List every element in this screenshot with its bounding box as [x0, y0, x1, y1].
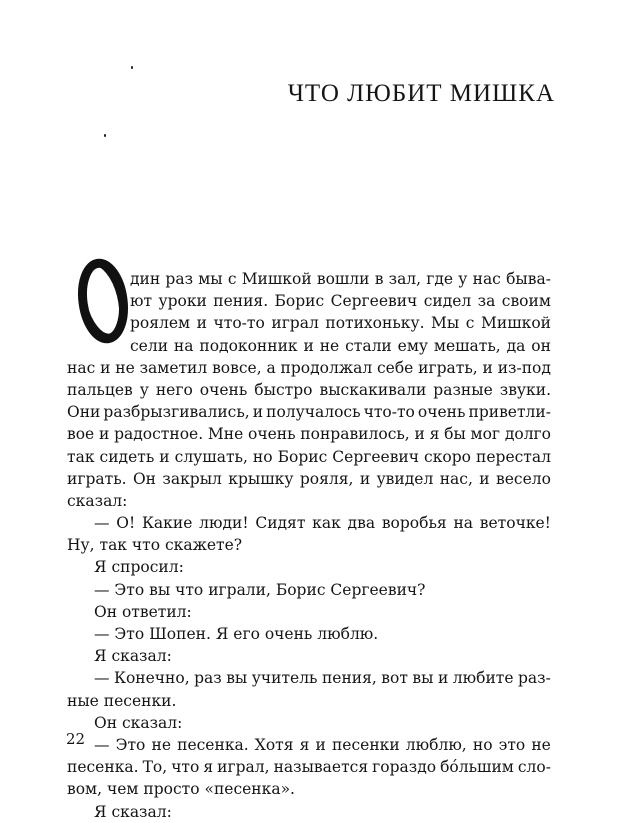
- text-word: приветли-: [468, 403, 551, 422]
- text-word: воробья: [381, 514, 447, 533]
- text-word: звуки.: [499, 380, 551, 399]
- text-word: Сидят: [255, 514, 306, 533]
- text-word: —: [94, 735, 110, 754]
- text-word: и: [315, 735, 326, 754]
- text-word: вошли: [316, 270, 370, 288]
- text-word: на: [173, 336, 194, 355]
- text-word: люди!: [199, 514, 249, 533]
- text-word: выскакивали: [319, 380, 427, 399]
- text-word: скоро: [424, 447, 471, 466]
- text-line: — Это вы что играли, Борис Сергеевич?: [94, 580, 426, 599]
- text-word: не: [115, 358, 135, 377]
- text-word: очень: [199, 380, 248, 399]
- text-word: пальцев: [67, 380, 133, 399]
- text-line: [0, 335, 551, 357]
- text-word: сели: [130, 336, 169, 355]
- text-word: продолжал: [280, 358, 373, 377]
- text-word: и: [100, 358, 111, 377]
- text-word: раз: [165, 270, 194, 288]
- text-word: нас: [67, 358, 96, 377]
- print-speck: [131, 66, 133, 69]
- text-word: дин: [130, 270, 161, 288]
- text-word: и: [159, 447, 170, 466]
- text-word: и: [482, 358, 493, 377]
- text-word: роялем: [130, 314, 191, 333]
- text-word: играл,: [217, 758, 270, 777]
- text-word: Мишкой: [241, 270, 312, 288]
- text-word: вы: [412, 669, 434, 688]
- text-word: Конечно,: [113, 669, 190, 688]
- text-word: нас,: [439, 469, 473, 488]
- text-word: Сергеевич: [332, 447, 420, 466]
- text-word: перестал: [476, 447, 551, 466]
- text-word: у: [139, 380, 149, 399]
- text-word: потихоньку.: [325, 314, 425, 333]
- text-word: пения,: [321, 669, 377, 688]
- text-word: учитель: [251, 669, 318, 688]
- text-word: с: [227, 270, 237, 288]
- text-word: радостное.: [114, 425, 204, 444]
- text-word: у: [458, 270, 468, 288]
- text-word: и: [479, 469, 490, 488]
- text-line: [0, 756, 551, 778]
- text-word: мы: [198, 270, 223, 288]
- text-word: как: [312, 514, 341, 533]
- text-word: Борис: [277, 447, 328, 466]
- text-word: я: [203, 758, 214, 777]
- text-word: вот: [381, 669, 408, 688]
- text-word: Хотя: [254, 735, 294, 754]
- text-word: уроки: [158, 292, 207, 311]
- text-word: раз: [194, 669, 222, 688]
- text-word: понравилось,: [300, 425, 410, 444]
- text-word: разные: [433, 380, 493, 399]
- text-word: быва-: [506, 270, 551, 288]
- text-word: играть.: [67, 469, 127, 488]
- text-line: Я сказал:: [94, 647, 172, 666]
- text-line: [0, 290, 551, 312]
- text-line: [0, 446, 551, 468]
- text-word: разбрызгивались,: [103, 403, 250, 422]
- text-word: крышку: [228, 469, 294, 488]
- text-word: сидел: [423, 292, 472, 311]
- text-word: То,: [142, 758, 168, 777]
- text-word: закрыл: [162, 469, 222, 488]
- text-word: так: [67, 447, 95, 466]
- text-word: играть,: [418, 358, 478, 377]
- text-word: это: [498, 735, 526, 754]
- text-word: ют: [130, 292, 153, 311]
- text-line: [0, 423, 551, 445]
- text-line: [0, 512, 551, 534]
- text-word: и: [98, 425, 110, 444]
- text-line: [0, 468, 551, 490]
- text-word: стали: [345, 336, 392, 355]
- text-line: [0, 401, 551, 423]
- text-word: играл: [271, 314, 319, 333]
- text-word: очень: [248, 425, 296, 444]
- text-word: и: [414, 425, 425, 444]
- text-word: из-под: [497, 358, 551, 377]
- text-line: [0, 357, 551, 379]
- text-word: себе: [376, 358, 414, 377]
- text-word: песенка.: [67, 758, 139, 777]
- text-word: что-то: [213, 314, 265, 333]
- text-word: я: [299, 735, 310, 754]
- text-word: быстро: [254, 380, 313, 399]
- text-word: весело: [496, 469, 551, 488]
- text-word: Мишкой: [481, 314, 551, 333]
- text-word: вы: [226, 669, 248, 688]
- text-word: ему: [397, 336, 429, 355]
- text-word: в: [374, 270, 384, 288]
- text-word: бо́льшим: [440, 758, 514, 777]
- text-word: заметил: [139, 358, 208, 377]
- text-line: вом, чем просто «песенка».: [67, 780, 295, 799]
- text-word: не: [319, 336, 340, 355]
- text-word: мог: [470, 425, 501, 444]
- text-word: вое: [67, 425, 95, 444]
- text-word: зал,: [388, 270, 422, 288]
- text-word: слушать,: [174, 447, 248, 466]
- text-line: [0, 379, 551, 401]
- text-word: люблю,: [405, 735, 467, 754]
- text-word: Мне: [207, 425, 244, 444]
- text-word: сло-: [517, 758, 551, 777]
- text-word: но: [252, 447, 273, 466]
- text-line: Он ответил:: [94, 602, 192, 621]
- text-line: ные песенки.: [67, 691, 177, 710]
- text-word: вовсе,: [212, 358, 262, 377]
- text-line: Я сказал:: [94, 802, 172, 821]
- text-word: бы: [444, 425, 466, 444]
- body-text: [0, 268, 621, 823]
- text-line: сказал:: [67, 491, 128, 510]
- text-word: Какие: [141, 514, 193, 533]
- text-word: очень: [417, 403, 466, 422]
- text-word: подоконник: [199, 336, 298, 355]
- text-word: мешать,: [433, 336, 501, 355]
- text-word: я: [429, 425, 440, 444]
- text-word: и: [303, 336, 314, 355]
- text-word: Сергеевич: [330, 292, 418, 311]
- text-word: где: [426, 270, 454, 288]
- text-line: Я спросил:: [94, 558, 184, 577]
- text-word: долго: [504, 425, 551, 444]
- text-word: гораздо: [372, 758, 437, 777]
- text-word: не: [531, 735, 551, 754]
- text-word: —: [94, 514, 110, 533]
- text-word: своим: [501, 292, 551, 311]
- text-word: что-то: [363, 403, 415, 422]
- text-word: но: [472, 735, 493, 754]
- text-word: называется: [273, 758, 369, 777]
- page-number: 22: [66, 730, 86, 748]
- text-word: песенки: [331, 735, 400, 754]
- text-word: веточке!: [479, 514, 551, 533]
- text-word: что: [171, 758, 200, 777]
- text-line: — Это Шопен. Я его очень люблю.: [94, 625, 379, 643]
- text-line: [0, 312, 551, 334]
- text-word: Борис: [274, 292, 325, 311]
- text-word: он: [531, 336, 551, 355]
- text-word: —: [94, 669, 110, 688]
- text-line: Ну, так что скажете?: [67, 536, 243, 555]
- text-word: и: [359, 469, 371, 488]
- text-word: него: [155, 380, 193, 399]
- text-word: с: [465, 314, 475, 333]
- text-word: песенка.: [177, 735, 249, 754]
- text-word: и: [196, 314, 207, 333]
- text-word: Мы: [431, 314, 460, 333]
- text-word: за: [477, 292, 496, 311]
- text-word: раз-: [518, 669, 551, 688]
- text-word: пения.: [213, 292, 269, 311]
- text-word: не: [151, 735, 172, 754]
- text-line: Он сказал:: [94, 713, 183, 732]
- text-word: а: [266, 358, 276, 377]
- text-line: [0, 268, 551, 290]
- text-word: и: [437, 669, 449, 688]
- text-word: да: [506, 336, 526, 355]
- text-word: и: [252, 403, 264, 422]
- text-line: [0, 667, 551, 689]
- text-word: любите: [452, 669, 514, 688]
- text-word: Это: [115, 735, 146, 754]
- text-word: получалось: [266, 403, 361, 422]
- print-speck: [104, 134, 106, 137]
- text-word: рояля,: [299, 469, 354, 488]
- text-word: два: [347, 514, 376, 533]
- text-word: Они: [67, 403, 101, 422]
- text-word: сидеть: [99, 447, 155, 466]
- chapter-title: ЧТО ЛЮБИТ МИШКА: [287, 80, 555, 107]
- text-word: О!: [116, 514, 136, 533]
- text-word: Он: [132, 469, 156, 488]
- text-word: на: [453, 514, 474, 533]
- text-word: нас: [472, 270, 501, 288]
- text-word: увидел: [376, 469, 434, 488]
